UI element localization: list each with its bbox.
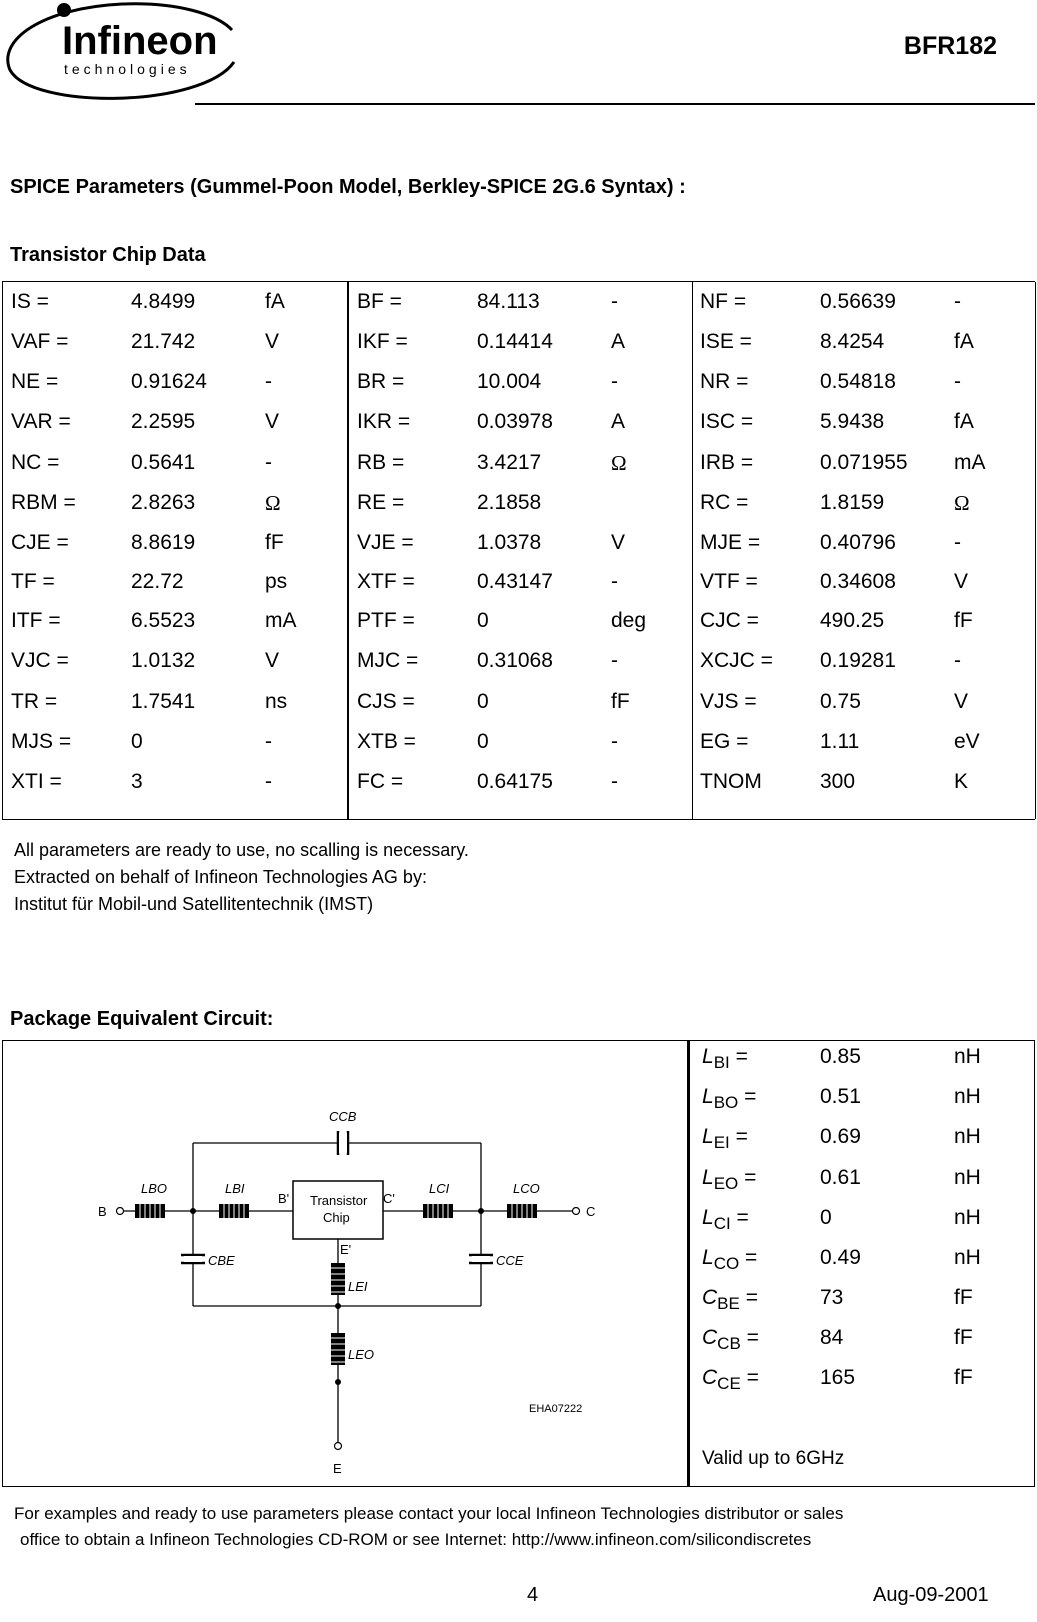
document-date: Aug-09-2001 — [873, 1584, 989, 1606]
parameter-value: 84.113 — [477, 290, 540, 313]
package-parameter-name — [702, 1286, 758, 1314]
lbo-label: LBO — [141, 1181, 168, 1196]
parameter-row — [3, 402, 346, 442]
package-parameter-row — [702, 1081, 1032, 1121]
logo-sub-text: technologies — [64, 61, 191, 77]
parameter-name: BR = — [357, 370, 405, 393]
node-e-prime-label: E' — [340, 1242, 352, 1257]
parameter-name: XTF = — [357, 570, 415, 593]
parameter-row — [349, 641, 692, 681]
package-parameter-value: 0.85 — [820, 1045, 861, 1068]
parameter-name: BF = — [357, 290, 402, 313]
parameter-symbol: L — [702, 1206, 714, 1229]
parameter-equals: = — [740, 1366, 759, 1389]
parameter-value: 0 — [477, 690, 489, 713]
parameter-value: 1.0378 — [477, 531, 542, 554]
parameter-row — [3, 641, 346, 681]
parameter-unit: V — [265, 410, 280, 433]
parameter-row — [692, 722, 1035, 762]
parameter-name: VJS = — [700, 690, 757, 713]
package-parameter-name — [702, 1125, 748, 1153]
valid-note: Valid up to 6GHz — [702, 1448, 845, 1469]
parameter-row — [349, 322, 692, 362]
parameter-row — [3, 523, 346, 563]
parameter-name: XTB = — [357, 730, 416, 753]
parameter-row — [692, 443, 1035, 483]
parameter-unit: eV — [954, 730, 980, 753]
parameter-unit: - — [611, 570, 618, 593]
footnote-line-1: For examples and ready to use parameters please contact your local Infineon Technologies distributor or sales — [14, 1504, 844, 1523]
parameter-unit: Ω — [611, 451, 627, 475]
parameter-row — [3, 722, 346, 762]
parameter-value: 2.1858 — [477, 491, 542, 514]
parameter-row — [692, 402, 1035, 442]
parameter-value: 3 — [131, 770, 143, 793]
parameter-row — [349, 562, 692, 602]
chip-label-2: Chip — [323, 1210, 350, 1225]
package-parameter-unit: nH — [954, 1206, 981, 1229]
parameter-unit: fA — [265, 290, 285, 313]
parameter-row — [349, 443, 692, 483]
infineon-logo — [2, 0, 242, 105]
parameter-unit: V — [954, 690, 969, 713]
parameter-value: 0.40796 — [820, 531, 896, 554]
logo-main-text: Infineon — [62, 19, 218, 63]
parameter-value: 5.9438 — [820, 410, 885, 433]
package-parameter-name — [702, 1366, 759, 1394]
parameter-row — [349, 682, 692, 722]
package-parameter-row — [702, 1242, 1032, 1282]
package-parameter-name — [702, 1045, 748, 1073]
leo-label: LEO — [348, 1347, 375, 1362]
package-parameter-name — [702, 1326, 759, 1354]
parameter-value: 0.91624 — [131, 370, 207, 393]
parameter-unit: K — [954, 770, 969, 793]
parameter-row — [692, 322, 1035, 362]
parameter-row — [349, 601, 692, 641]
package-parameter-row — [702, 1282, 1032, 1322]
parameter-value: 0.071955 — [820, 451, 908, 474]
parameter-unit: - — [954, 290, 961, 313]
chip-data-title: Transistor Chip Data — [10, 244, 206, 266]
parameter-row — [3, 682, 346, 722]
header-rule — [195, 103, 1035, 105]
package-parameter-row — [702, 1041, 1032, 1081]
package-parameter-name — [702, 1246, 757, 1274]
parameter-value: 0 — [477, 609, 489, 632]
parameter-unit: - — [611, 649, 618, 672]
parameter-symbol: C — [702, 1326, 718, 1349]
ccb-label: CCB — [329, 1109, 357, 1124]
package-parameter-name — [702, 1206, 749, 1234]
parameter-row — [692, 562, 1035, 602]
parameter-unit: V — [265, 649, 280, 672]
parameter-subscript: CI — [713, 1214, 731, 1234]
parameter-name: XCJC = — [700, 649, 773, 672]
parameter-equals: = — [738, 1085, 757, 1108]
package-parameter-value: 0.49 — [820, 1246, 861, 1269]
parameter-name: VAR = — [11, 410, 71, 433]
parameter-row — [349, 483, 692, 523]
parameter-value: 6.5523 — [131, 609, 196, 632]
parameter-unit: - — [611, 770, 618, 793]
parameter-value: 8.8619 — [131, 531, 196, 554]
parameter-column-2 — [347, 282, 693, 819]
parameter-subscript: CE — [717, 1374, 741, 1394]
parameter-name: RBM = — [11, 491, 76, 514]
page-number: 4 — [527, 1584, 539, 1606]
parameter-value: 0.14414 — [477, 330, 553, 353]
parameter-name: RB = — [357, 451, 405, 474]
parameter-subscript: BO — [713, 1093, 739, 1113]
parameter-value: 3.4217 — [477, 451, 542, 474]
parameter-name: IRB = — [700, 451, 754, 474]
parameter-unit: - — [611, 290, 618, 313]
note-line-3: Institut für Mobil-und Satellitentechnik (IMST) — [14, 894, 374, 914]
package-parameter-unit: nH — [954, 1166, 981, 1189]
package-parameter-name — [702, 1085, 756, 1113]
parameter-equals: = — [739, 1286, 758, 1309]
parameter-column-3 — [692, 282, 1036, 819]
parameter-unit: fF — [611, 690, 630, 713]
parameter-name: ISE = — [700, 330, 752, 353]
parameter-unit: - — [611, 370, 618, 393]
package-parameter-row — [702, 1322, 1032, 1362]
spice-parameter-table — [2, 281, 1035, 820]
parameter-value: 0.19281 — [820, 649, 896, 672]
parameter-symbol: L — [702, 1166, 714, 1189]
cbe-label: CBE — [208, 1253, 235, 1268]
parameter-row — [692, 523, 1035, 563]
package-parameter-unit: fF — [954, 1286, 973, 1309]
parameter-equals: = — [739, 1246, 758, 1269]
parameter-name: MJE = — [700, 531, 761, 554]
parameter-name: CJC = — [700, 609, 759, 632]
parameter-unit: ns — [265, 690, 288, 713]
parameter-value: 8.4254 — [820, 330, 885, 353]
parameter-unit: V — [265, 330, 280, 353]
package-parameter-row — [702, 1362, 1032, 1402]
parameter-unit: fF — [954, 609, 973, 632]
parameter-unit: deg — [611, 609, 647, 632]
equivalent-circuit-box — [2, 1040, 688, 1487]
parameter-value: 2.8263 — [131, 491, 196, 514]
parameter-row — [349, 722, 692, 762]
parameter-value: 0.5641 — [131, 451, 196, 474]
parameter-unit: Ω — [954, 491, 970, 515]
package-parameter-row — [702, 1202, 1032, 1242]
parameter-symbol: L — [702, 1246, 714, 1269]
parameter-subscript: EO — [713, 1174, 739, 1194]
parameter-symbol: L — [702, 1045, 714, 1068]
section-title: SPICE Parameters (Gummel-Poon Model, Berkley-SPICE 2G.6 Syntax) : — [10, 176, 686, 198]
parameter-subscript: EI — [713, 1133, 730, 1153]
parameter-value: 1.0132 — [131, 649, 196, 672]
parameter-name: RC = — [700, 491, 749, 514]
document-id: BFR182 — [903, 32, 997, 60]
parameter-symbol: L — [702, 1125, 714, 1148]
package-parameter-unit: nH — [954, 1045, 981, 1068]
parameter-unit: - — [954, 531, 961, 554]
parameter-value: 10.004 — [477, 370, 542, 393]
parameter-value: 490.25 — [820, 609, 885, 632]
package-parameter-table — [688, 1040, 1035, 1487]
parameter-unit: V — [611, 531, 626, 554]
parameter-value: 22.72 — [131, 570, 184, 593]
parameter-value: 4.8499 — [131, 290, 196, 313]
parameter-row — [692, 601, 1035, 641]
parameter-unit: - — [954, 649, 961, 672]
parameter-name: VAF = — [11, 330, 69, 353]
lbi-label: LBI — [225, 1181, 245, 1196]
parameter-value: 0.64175 — [477, 770, 553, 793]
package-parameter-value: 0.61 — [820, 1166, 861, 1189]
note-line-1: All parameters are ready to use, no scalling is necessary. — [14, 840, 469, 860]
package-parameter-unit: nH — [954, 1085, 981, 1108]
parameter-name: EG = — [700, 730, 749, 753]
parameter-row — [349, 762, 692, 802]
parameter-unit: V — [954, 570, 969, 593]
parameter-row — [3, 562, 346, 602]
parameter-unit: - — [611, 730, 618, 753]
parameter-name: NR = — [700, 370, 749, 393]
lei-label: LEI — [348, 1279, 368, 1294]
parameter-row — [692, 362, 1035, 402]
parameter-name: VTF = — [700, 570, 758, 593]
parameter-value: 300 — [820, 770, 856, 793]
footnote-line-2: office to obtain a Infineon Technologies CD-ROM or see Internet: http://www.infineon.com/silicondiscretes — [20, 1530, 812, 1549]
parameter-name: RE = — [357, 491, 405, 514]
package-parameter-row — [702, 1121, 1032, 1161]
parameter-row — [3, 601, 346, 641]
node-b-prime-label: B' — [278, 1191, 290, 1206]
parameter-row — [692, 682, 1035, 722]
parameter-value: 0.03978 — [477, 410, 553, 433]
parameter-unit: Ω — [265, 491, 281, 515]
package-parameter-value: 84 — [820, 1326, 844, 1349]
parameter-row — [3, 362, 346, 402]
parameter-unit: - — [265, 451, 272, 474]
parameter-row — [349, 362, 692, 402]
note-line-2: Extracted on behalf of Infineon Technologies AG by: — [14, 867, 427, 887]
parameter-name: MJS = — [11, 730, 72, 753]
parameter-row — [692, 641, 1035, 681]
parameter-symbol: C — [702, 1366, 718, 1389]
parameter-name: NF = — [700, 290, 747, 313]
parameter-subscript: BI — [713, 1053, 730, 1073]
parameter-row — [349, 523, 692, 563]
node-e-label: E — [333, 1461, 342, 1476]
parameter-value: 2.2595 — [131, 410, 196, 433]
parameter-unit: A — [611, 410, 626, 433]
parameter-unit: - — [265, 730, 272, 753]
parameter-unit: - — [954, 370, 961, 393]
parameter-equals: = — [730, 1206, 749, 1229]
package-parameter-value: 0.51 — [820, 1085, 861, 1108]
parameter-unit: fA — [954, 330, 974, 353]
parameter-value: 0 — [131, 730, 143, 753]
parameter-row — [692, 483, 1035, 523]
package-parameter-unit: nH — [954, 1125, 981, 1148]
parameter-name: IS = — [11, 290, 49, 313]
parameter-equals: = — [738, 1166, 757, 1189]
package-parameter-value: 0 — [820, 1206, 832, 1229]
parameter-row — [692, 762, 1035, 802]
parameter-value: 0.54818 — [820, 370, 896, 393]
equivalent-circuit-diagram — [3, 1041, 687, 1486]
node-c-prime-label: C' — [383, 1191, 395, 1206]
parameter-row — [349, 402, 692, 442]
parameter-name: FC = — [357, 770, 404, 793]
package-title: Package Equivalent Circuit: — [10, 1008, 274, 1030]
parameter-value: 21.742 — [131, 330, 196, 353]
parameter-name: VJC = — [11, 649, 69, 672]
parameter-unit: A — [611, 330, 626, 353]
parameter-name: NE = — [11, 370, 59, 393]
parameter-unit: mA — [265, 609, 297, 632]
cce-label: CCE — [496, 1253, 524, 1268]
parameter-value: 0.43147 — [477, 570, 553, 593]
package-parameter-value: 73 — [820, 1286, 844, 1309]
parameter-subscript: CB — [717, 1334, 741, 1354]
parameter-equals: = — [729, 1125, 748, 1148]
parameter-equals: = — [729, 1045, 748, 1068]
parameter-value: 0.34608 — [820, 570, 896, 593]
parameter-name: VJE = — [357, 531, 414, 554]
parameter-value: 1.7541 — [131, 690, 196, 713]
parameter-name: PTF = — [357, 609, 415, 632]
parameter-name: TR = — [11, 690, 58, 713]
chip-label-1: Transistor — [310, 1193, 368, 1208]
parameter-name: IKF = — [357, 330, 408, 353]
parameter-column-1 — [2, 282, 346, 819]
parameter-equals: = — [740, 1326, 759, 1349]
parameter-row — [3, 762, 346, 802]
node-c-label: C — [586, 1204, 596, 1219]
parameter-value: 1.8159 — [820, 491, 885, 514]
package-parameter-unit: fF — [954, 1366, 973, 1389]
parameter-subscript: BE — [717, 1294, 740, 1314]
parameter-row — [349, 282, 692, 322]
parameter-value: 0.56639 — [820, 290, 896, 313]
parameter-subscript: CO — [713, 1254, 740, 1274]
package-parameter-unit: fF — [954, 1326, 973, 1349]
parameter-row — [3, 443, 346, 483]
package-parameter-value: 165 — [820, 1366, 856, 1389]
parameter-row — [3, 483, 346, 523]
lco-label: LCO — [513, 1181, 540, 1196]
parameter-unit: - — [265, 370, 272, 393]
parameter-name: MJC = — [357, 649, 419, 672]
parameter-name: CJE = — [11, 531, 69, 554]
drawing-code: EHA07222 — [529, 1403, 583, 1415]
parameter-name: IKR = — [357, 410, 411, 433]
parameter-symbol: C — [702, 1286, 718, 1309]
lci-label: LCI — [429, 1181, 450, 1196]
parameter-name: ITF = — [11, 609, 61, 632]
parameter-value: 1.11 — [820, 730, 860, 753]
parameter-value: 0.31068 — [477, 649, 553, 672]
package-parameter-name — [702, 1166, 756, 1194]
parameter-unit: ps — [265, 570, 288, 593]
parameter-unit: fA — [954, 410, 974, 433]
package-parameter-row — [702, 1162, 1032, 1202]
parameter-name: CJS = — [357, 690, 415, 713]
parameter-symbol: L — [702, 1085, 714, 1108]
parameter-value: 0 — [477, 730, 489, 753]
parameter-name: ISC = — [700, 410, 754, 433]
parameter-row — [692, 282, 1035, 322]
package-parameter-unit: nH — [954, 1246, 981, 1269]
parameter-row — [3, 322, 346, 362]
parameter-unit: mA — [954, 451, 986, 474]
parameter-name: XTI = — [11, 770, 62, 793]
parameter-row — [3, 282, 346, 322]
package-parameter-value: 0.69 — [820, 1125, 861, 1148]
parameter-name: TNOM — [700, 770, 762, 793]
parameter-name: TF = — [11, 570, 55, 593]
node-b-label: B — [98, 1204, 107, 1219]
parameter-unit: - — [265, 770, 272, 793]
parameter-unit: fF — [265, 531, 284, 554]
parameter-name: NC = — [11, 451, 60, 474]
parameter-value: 0.75 — [820, 690, 861, 713]
